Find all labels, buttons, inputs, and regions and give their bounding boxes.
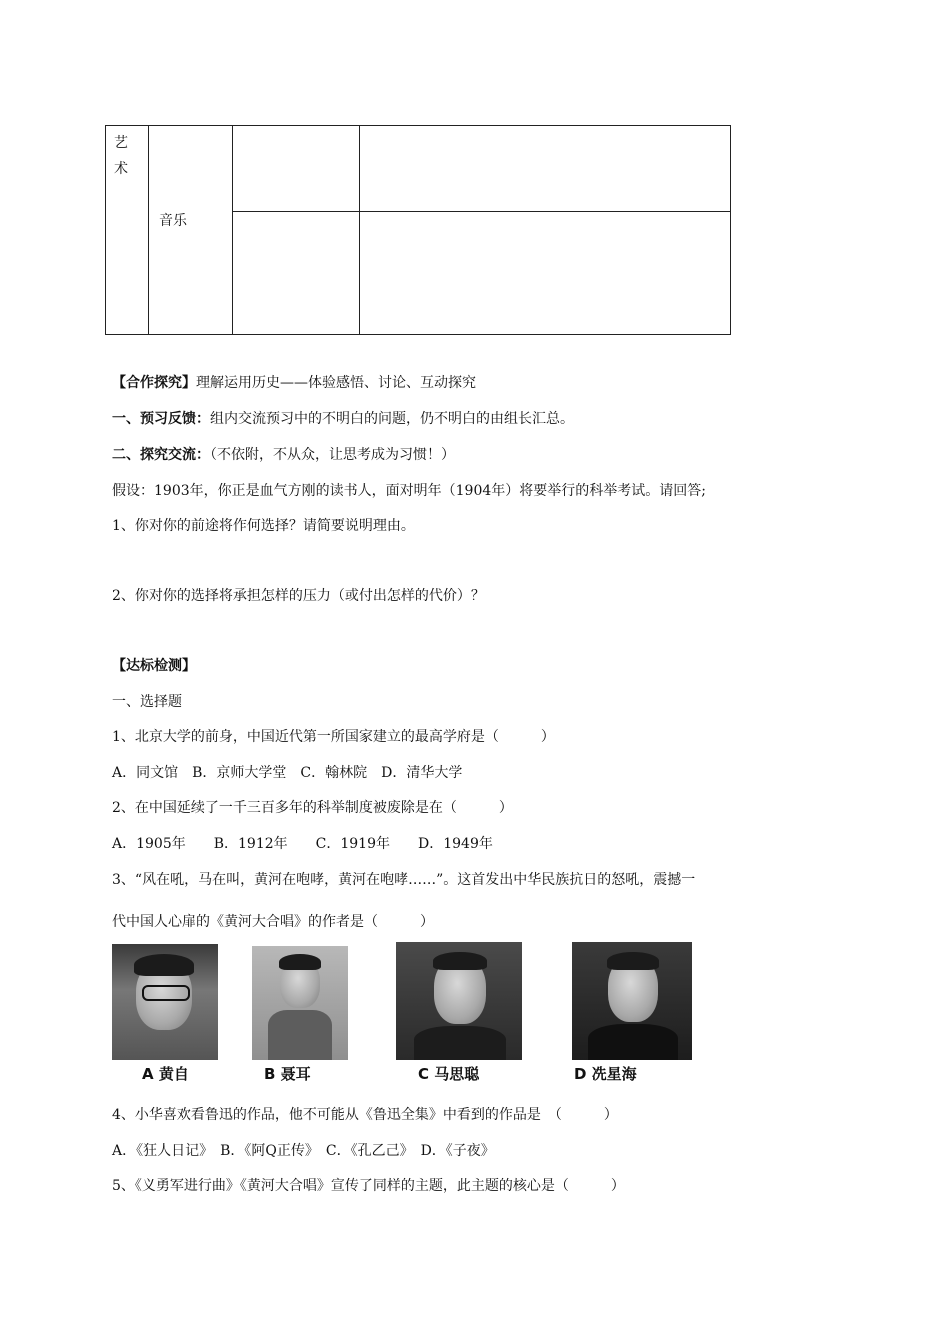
preview-line (112, 408, 574, 428)
explore-text: （不依附，不从众，让思考成为习惯！） (210, 447, 455, 463)
glasses-icon (142, 985, 190, 1001)
question-4-options: A．《狂人日记》 B．《阿Q正传》 C．《孔乙己》 D．《子夜》 (112, 1143, 495, 1159)
test-heading: 【达标检测】 (112, 658, 196, 674)
portrait-body (414, 1026, 506, 1060)
photo-caption-d: D 冼星海 (574, 1065, 637, 1083)
choice-heading: 一、选择题 (112, 694, 182, 710)
subcategory-label: 音乐 (159, 213, 187, 229)
question-4-stem: 4、小华喜欢看鲁迅的作品，他不可能从《鲁迅全集》中看到的作品是 （ ） (112, 1107, 618, 1123)
question-2-stem: 2、在中国延续了一千三百多年的科举制度被废除是在（ ） (112, 800, 513, 816)
table-blank-cell[interactable] (233, 212, 360, 335)
explore-question-1: 1、你对你的前途将作何选择？请简要说明理由。 (112, 518, 415, 534)
question-3-stem-line2: 代中国人心扉的《黄河大合唱》的作者是（ ） (112, 914, 434, 930)
photo-caption-b: B 聂耳 (264, 1065, 311, 1083)
preview-label: 一、预习反馈： (112, 411, 210, 427)
summary-table (105, 125, 731, 335)
category-char: 艺 (114, 135, 128, 151)
cooperate-section (112, 372, 476, 392)
category-char: 术 (114, 161, 128, 177)
preview-text: 组内交流预习中的不明白的问题，仍不明白的由组长汇总。 (210, 411, 574, 427)
question-1-stem: 1、北京大学的前身，中国近代第一所国家建立的最高学府是（ ） (112, 729, 555, 745)
hypothesis-text: 假设：1903年，你正是血气方刚的读书人，面对明年（1904年）将要举行的科举考试。请回答; (112, 483, 706, 499)
table-blank-cell[interactable] (360, 212, 731, 335)
portrait-hair (433, 952, 487, 970)
portrait-body (588, 1024, 678, 1060)
question-2-options: A．1905年 B．1912年 C．1919年 D．1949年 (112, 836, 493, 852)
subcategory-cell (149, 126, 233, 335)
category-cell (106, 126, 149, 335)
question-1-options: A．同文馆 B．京师大学堂 C．翰林院 D．清华大学 (112, 765, 463, 781)
portrait-body (268, 1010, 332, 1060)
composer-photos (112, 940, 702, 1085)
explore-question-2: 2、你对你的选择将承担怎样的压力（或付出怎样的代价）？ (112, 588, 485, 604)
question-3-stem-line1: 3、“风在吼，马在叫，黄河在咆哮，黄河在咆哮……”。这首发出中华民族抗日的怒吼，震撼一 (112, 872, 696, 888)
portrait-hair (279, 954, 321, 970)
cooperate-heading: 【合作探究】 (112, 375, 196, 391)
portrait-hair (607, 952, 659, 970)
photo-caption-a: A 黄自 (142, 1065, 189, 1083)
photo-caption-c: C 马思聪 (418, 1065, 480, 1083)
portrait-hair (134, 954, 194, 976)
table-blank-cell[interactable] (360, 126, 731, 212)
question-5-stem: 5、《义勇军进行曲》《黄河大合唱》宣传了同样的主题，此主题的核心是（ ） (112, 1178, 625, 1194)
cooperate-subtitle: 理解运用历史——体验感悟、讨论、互动探究 (196, 375, 476, 391)
explore-line (112, 444, 455, 464)
category-label (114, 130, 134, 182)
explore-label: 二、探究交流： (112, 447, 210, 463)
table-blank-cell[interactable] (233, 126, 360, 212)
